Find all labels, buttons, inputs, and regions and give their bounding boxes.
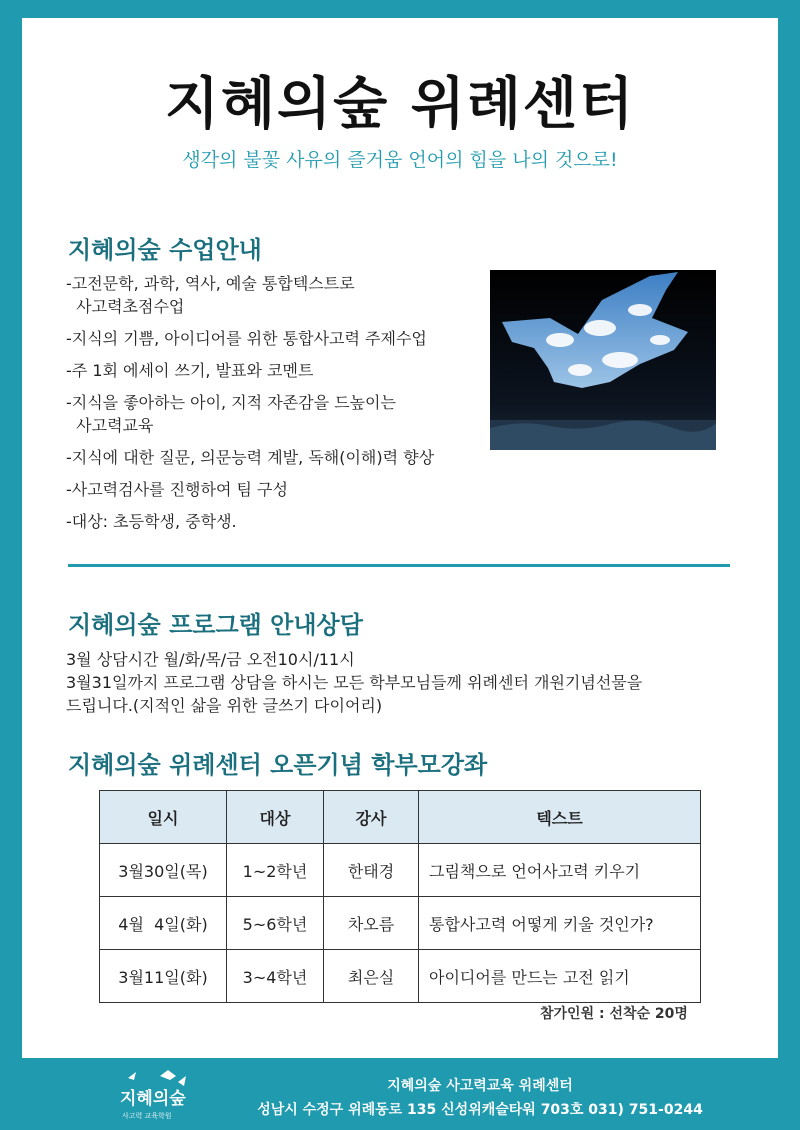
logo-subtext: 사고력 교육학원 [122, 1112, 172, 1120]
footer-center-name: 지혜의숲 사고력교육 위례센터 [387, 1078, 573, 1094]
lecturer-cell: 한태경 [324, 844, 419, 897]
bird-sky-image [490, 270, 716, 450]
target-cell: 1~2학년 [227, 844, 324, 897]
column-header: 텍스트 [419, 791, 701, 844]
consult-heading: 지혜의숲 프로그램 안내상담 [68, 611, 363, 639]
table-row [100, 844, 701, 897]
slogan: 생각의 불꽃 사유의 즐거움 언어의 힘을 나의 것으로! [182, 149, 618, 171]
list-item: -지식의 기쁨, 아이디어를 위한 통합사고력 주제수업 [66, 329, 427, 348]
list-item: -사고력검사를 진행하여 팀 구성 [66, 480, 288, 499]
consult-line: 3월 상담시간 월/화/목/금 오전10시/11시 [66, 650, 355, 669]
page-title: 지혜의숲 위례센터 [164, 71, 636, 137]
lecturer-cell: 차오름 [324, 897, 419, 950]
class-info-heading: 지혜의숲 수업안내 [68, 236, 262, 264]
list-item: -대상: 초등학생, 중학생. [66, 512, 237, 531]
date-cell: 3월30일(목) [100, 844, 227, 897]
text-cell: 통합사고력 어떻게 키울 것인가? [419, 897, 701, 950]
lecture-table [99, 790, 701, 1003]
text-cell: 그림책으로 언어사고력 키우기 [419, 844, 701, 897]
table-row [100, 897, 701, 950]
section-divider [68, 564, 730, 567]
text-cell: 아이디어를 만드는 고전 읽기 [419, 950, 701, 1003]
list-item: -주 1회 에세이 쓰기, 발표와 코멘트 [66, 361, 314, 380]
table-header-row [100, 791, 701, 844]
list-item: -지식을 좋아하는 아이, 지적 자존감을 드높이는 사고력교육 [66, 393, 396, 435]
date-cell: 4월 4일(화) [100, 897, 227, 950]
footer-text [250, 1074, 710, 1122]
column-header: 강사 [324, 791, 419, 844]
footer-address: 성남시 수정구 위례동로 135 신성위캐슬타워 703호 031) 751-0244 [257, 1102, 703, 1118]
lecturer-cell: 최은실 [324, 950, 419, 1003]
consult-text [66, 648, 736, 717]
lecture-heading: 지혜의숲 위례센터 오픈기념 학부모강좌 [68, 751, 488, 779]
consult-line: 3월31일까지 프로그램 상담을 하시는 모든 학부모님들께 위례센터 개원기념선물을 [66, 673, 643, 692]
target-cell: 5~6학년 [227, 897, 324, 950]
participants-note: 참가인원 : 선착순 20명 [540, 1006, 688, 1022]
consult-line: 드립니다.(지적인 삶을 위한 글쓰기 다이어리) [66, 696, 383, 715]
date-cell: 3월11일(화) [100, 950, 227, 1003]
tree-icon [128, 1070, 186, 1086]
list-item: -고전문학, 과학, 역사, 예술 통합텍스트로 사고력초점수업 [66, 274, 355, 316]
column-header: 일시 [100, 791, 227, 844]
logo-text: 지혜의숲 [120, 1089, 186, 1108]
column-header: 대상 [227, 791, 324, 844]
list-item: -지식에 대한 질문, 의문능력 계발, 독해(이해)력 향상 [66, 448, 435, 467]
class-info-list [66, 272, 486, 542]
logo [120, 1068, 210, 1124]
table-row [100, 950, 701, 1003]
target-cell: 3~4학년 [227, 950, 324, 1003]
